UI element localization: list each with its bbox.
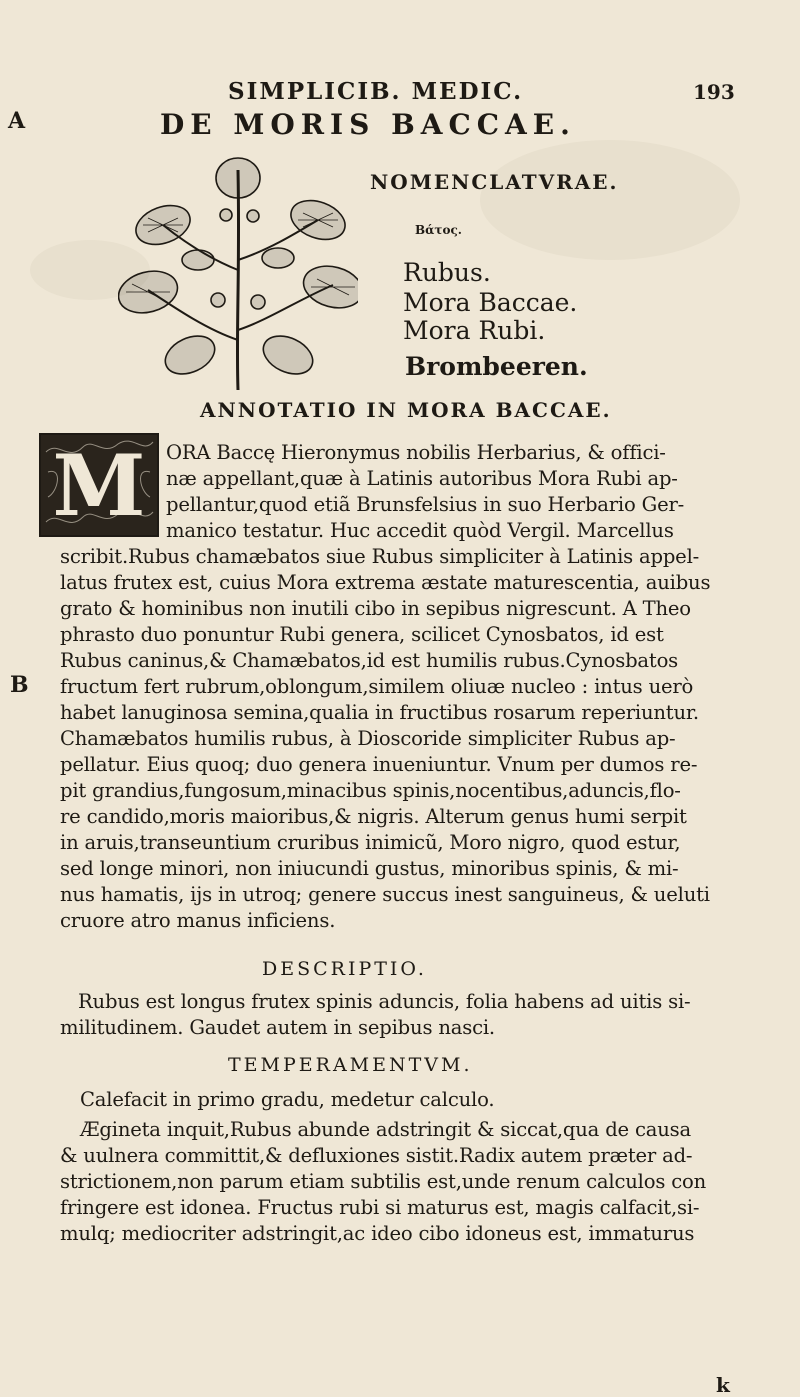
temperamentum-line: Ægineta inquit,Rubus abunde adstringit & siccat,qua de causa	[80, 1118, 691, 1141]
page-number: 193	[693, 80, 735, 104]
synonym-1: Rubus.	[403, 258, 491, 287]
annotation-line: phrasto duo ponuntur Rubi genera, scilicet Cynosbatos, id est	[60, 623, 664, 646]
annotation-line: ORA Baccę Hieronymus nobilis Herbarius, & offici-	[166, 441, 666, 464]
annotation-line: pellantur,quod etiã Brunsfelsius in suo Herbario Ger-	[166, 493, 685, 516]
temperamentum-line: strictionem,non parum etiam subtilis est,unde renum calculos con	[60, 1170, 706, 1193]
annotation-line: Chamæbatos humilis rubus, à Dioscoride simpliciter Rubus ap-	[60, 727, 676, 750]
annotation-line: in aruis,transeuntium cruribus inimicũ, Moro nigro, quod estur,	[60, 831, 681, 854]
annotation-line: pit grandius,fungosum,minacibus spinis,nocentibus,aduncis,flo-	[60, 779, 681, 802]
paper-stain	[480, 140, 740, 260]
margin-letter-b: B	[10, 672, 29, 698]
annotation-line: fructum fert rubrum,oblongum,similem oliuæ nucleo : intus uerò	[60, 675, 694, 698]
initial-letter: M	[52, 436, 146, 535]
annotation-line: pellatur. Eius quoq; duo genera inueniuntur. Vnum per dumos re-	[60, 753, 698, 776]
annotation-line: scribit.Rubus chamæbatos siue Rubus simpliciter à Latinis appel-	[60, 545, 700, 568]
annotation-line: habet lanuginosa semina,qualia in fructibus rosarum reperiuntur.	[60, 701, 699, 724]
temperamentum-heading: TEMPERAMENTVM.	[228, 1054, 473, 1076]
temperamentum-line: fringere est idonea. Fructus rubi si maturus est, magis calfacit,si-	[60, 1196, 700, 1219]
chapter-title: DE MORIS BACCAE.	[160, 108, 576, 141]
temperamentum-line: & uulnera committit,& defluxiones sistit.Radix autem præter ad-	[60, 1144, 693, 1167]
annotation-line: sed longe minori, non iniucundi gustus, minoribus spinis, & mi-	[60, 857, 679, 880]
nomenclature-heading: NOMENCLATVRAE.	[370, 170, 619, 194]
annotation-line: næ appellant,quæ à Latinis autoribus Mora Rubi ap-	[166, 467, 678, 490]
running-head: SIMPLICIB. MEDIC.	[228, 78, 524, 105]
annotation-heading: ANNOTATIO IN MORA BACCAE.	[200, 398, 612, 422]
descriptio-line: militudinem. Gaudet autem in sepibus nasci.	[60, 1016, 495, 1039]
printer-signature-mark: k	[716, 1373, 730, 1397]
german-name: Brombeeren.	[405, 352, 588, 381]
descriptio-line: Rubus est longus frutex spinis aduncis, folia habens ad uitis si-	[78, 990, 691, 1013]
annotation-line: cruore atro manus inficiens.	[60, 909, 336, 932]
temperamentum-line: Calefacit in primo gradu, medetur calculo.	[80, 1088, 495, 1111]
annotation-line: Rubus caninus,& Chamæbatos,id est humilis rubus.Cynosbatos	[60, 649, 679, 672]
annotation-line: latus frutex est, cuius Mora extrema æstate maturescentia, auibus	[60, 571, 711, 594]
margin-letter-a: A	[8, 108, 26, 134]
annotation-line: re candido,moris maioribus,& nigris. Alterum genus humi serpit	[60, 805, 687, 828]
temperamentum-line: mulq; mediocriter adstringit,ac ideo cibo idoneus est, immaturus	[60, 1222, 695, 1245]
synonym-2: Mora Baccae.	[403, 288, 578, 317]
decorated-initial	[38, 432, 160, 538]
annotation-line: nus hamatis, ijs in utroq; genere succus inest sanguineus, & ueluti	[60, 883, 710, 906]
annotation-line: manico testatur. Huc accedit quòd Vergil. Marcellus	[166, 519, 674, 542]
annotation-line: grato & hominibus non inutili cibo in sepibus nigrescunt. A Theo	[60, 597, 691, 620]
synonym-3: Mora Rubi.	[403, 316, 546, 345]
descriptio-heading: DESCRIPTIO.	[262, 958, 427, 980]
bramble-woodcut-illustration	[118, 150, 358, 395]
greek-name: Βάτος.	[415, 223, 462, 237]
